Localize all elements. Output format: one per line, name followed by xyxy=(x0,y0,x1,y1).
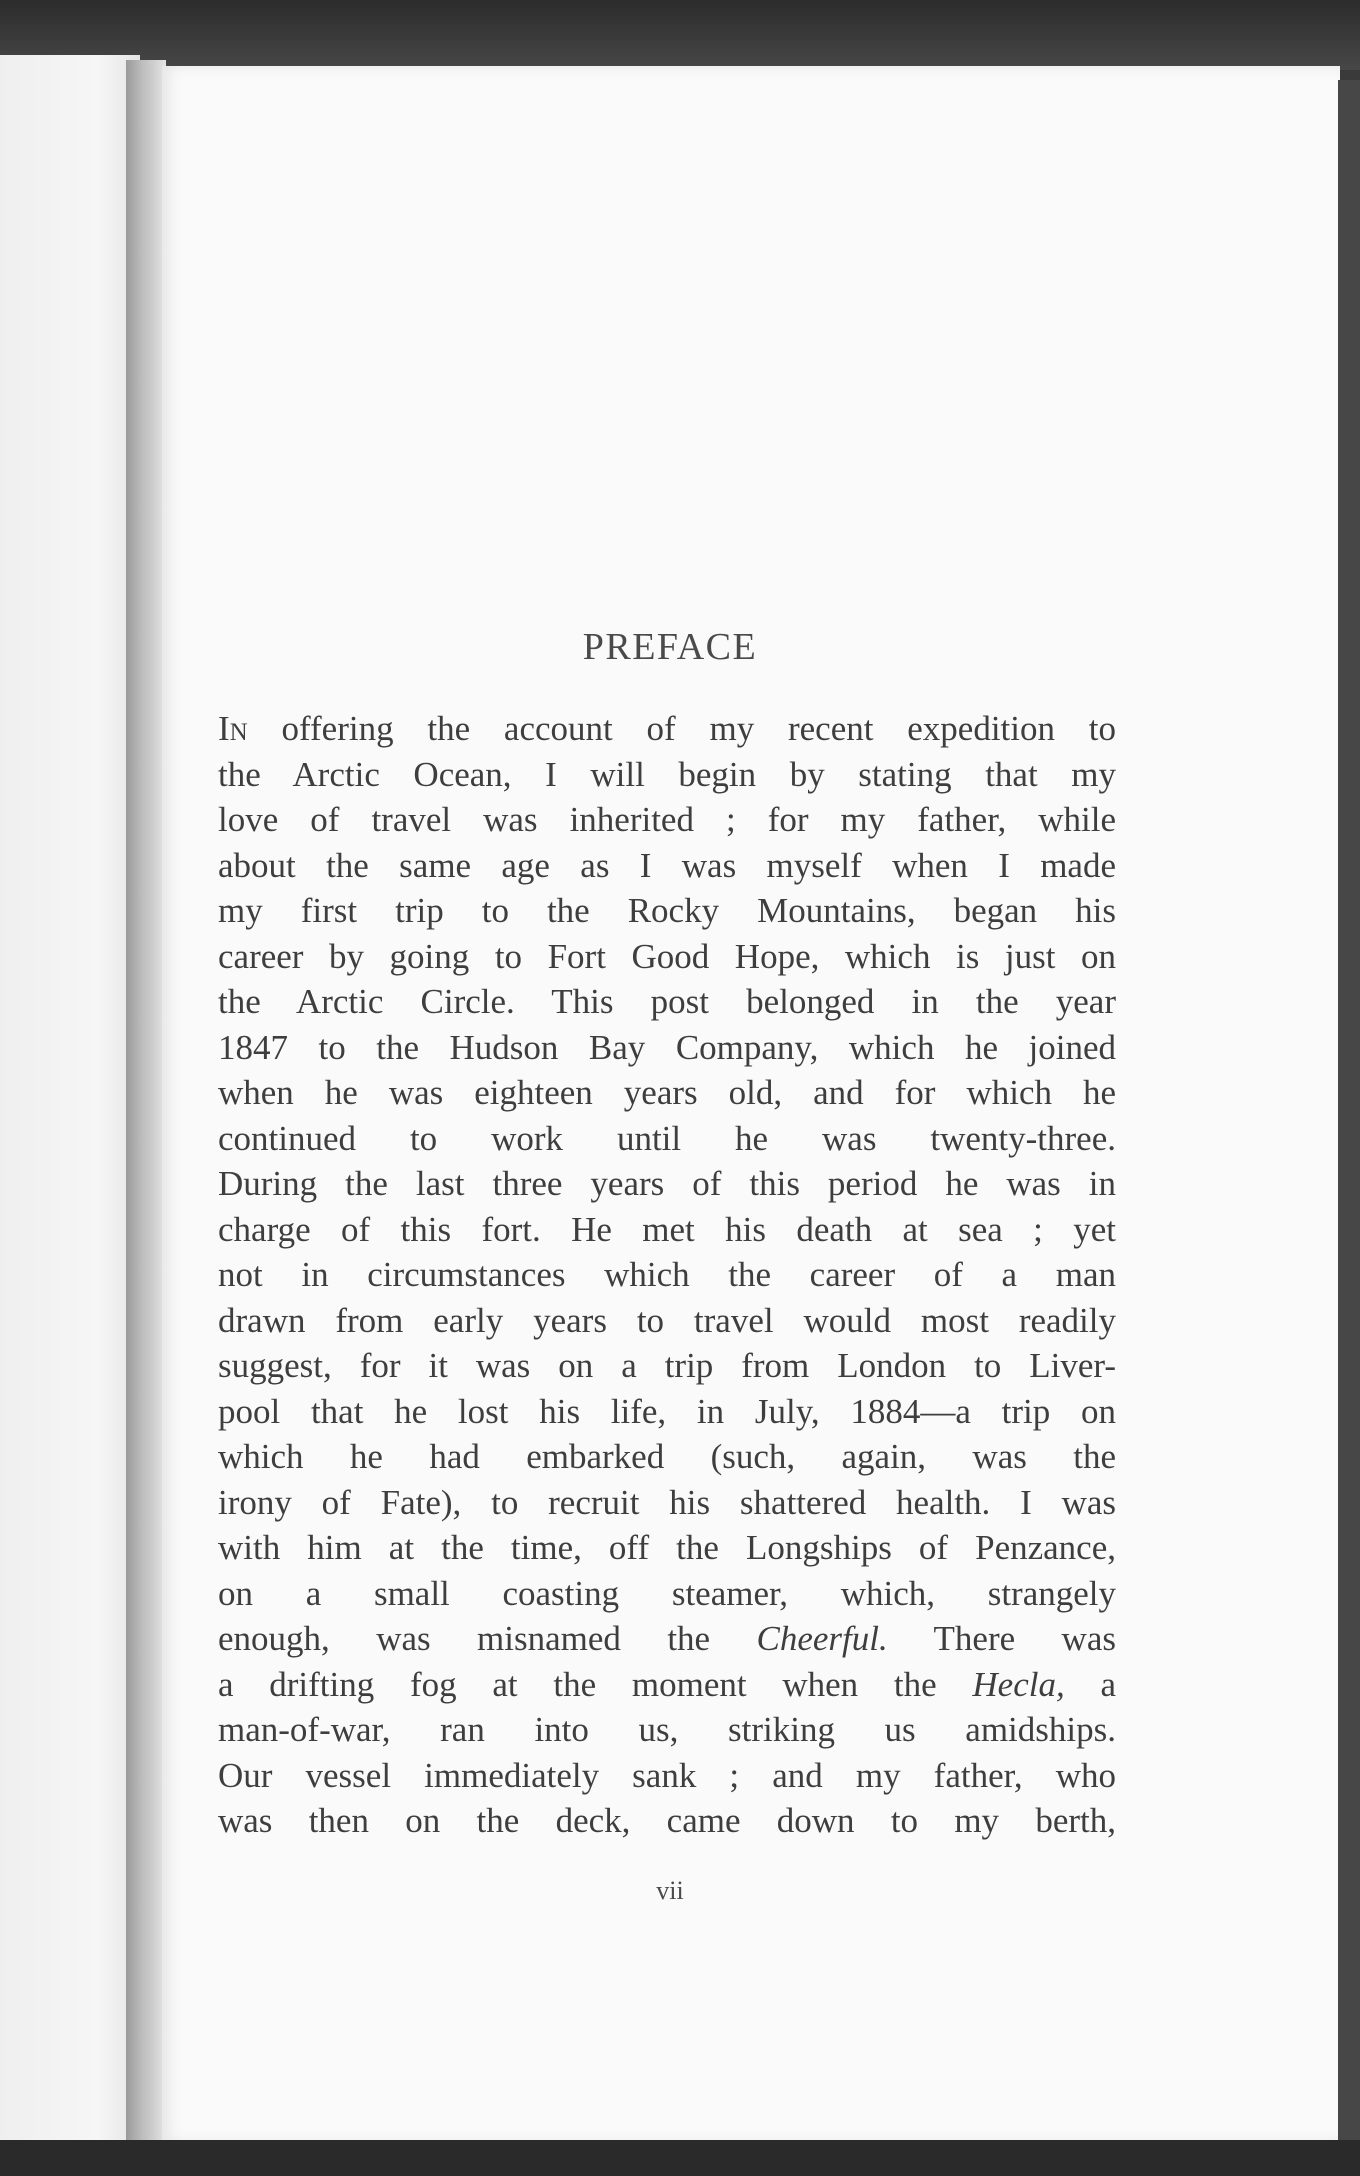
text-line: was then on the deck, came down to my berth, xyxy=(218,1801,1116,1840)
scan-top-border xyxy=(0,0,1360,70)
text-line: with him at the time, off the Longships of Penzance, xyxy=(218,1528,1116,1567)
text-line: love of travel was inherited ; for my father, while xyxy=(218,800,1116,839)
text-line: the Arctic Ocean, I will begin by stating that my xyxy=(218,754,1116,794)
preface-body xyxy=(218,706,1116,1844)
text-line: my first trip to the Rocky Mountains, began his xyxy=(218,891,1116,930)
text-line: continued to work until he was twenty-three. xyxy=(218,1118,1116,1158)
text-line: drawn from early years to travel would most readily xyxy=(218,1300,1116,1340)
scan-bottom-border xyxy=(0,2140,1360,2176)
text-line: when he was eighteen years old, and for which he xyxy=(218,1073,1116,1112)
text-line: man-of-war, ran into us, striking us amidships. xyxy=(218,1710,1116,1749)
ship-name-cheerful: Cheerful. xyxy=(756,1619,888,1658)
text-line: suggest, for it was on a trip from London to Liver- xyxy=(218,1346,1116,1385)
text-line: During the last three years of this period he was in xyxy=(218,1164,1116,1203)
text-line: about the same age as I was myself when I made xyxy=(218,845,1116,885)
text-line: 1847 to the Hudson Bay Company, which he joined xyxy=(218,1027,1116,1067)
text-line: which he had embarked (such, again, was the xyxy=(218,1437,1116,1476)
text-line: pool that he lost his life, in July, 1884—a trip on xyxy=(218,1391,1116,1431)
lead-word: In xyxy=(218,709,248,748)
text-line: a drifting fog at the moment when the Hecla, a xyxy=(218,1664,1116,1704)
text-line: Our vessel immediately sank ; and my father, who xyxy=(218,1755,1116,1795)
text-line: the Arctic Circle. This post belonged in the year xyxy=(218,982,1116,1021)
text-line: charge of this fort. He met his death at sea ; yet xyxy=(218,1209,1116,1249)
ship-name-hecla: Hecla, xyxy=(972,1664,1065,1704)
text-line: enough, was misnamed the Cheerful. There was xyxy=(218,1619,1116,1658)
text-line: irony of Fate), to recruit his shattered health. I was xyxy=(218,1482,1116,1522)
text-line: career by going to Fort Good Hope, which is just on xyxy=(218,936,1116,976)
page-title: PREFACE xyxy=(582,626,758,668)
page-number: vii xyxy=(656,1876,684,1905)
text-line: on a small coasting steamer, which, strangely xyxy=(218,1573,1116,1613)
book-gutter xyxy=(126,60,166,2145)
text-line: not in circumstances which the career of a man xyxy=(218,1255,1116,1294)
facing-page-edge xyxy=(0,55,140,2145)
text-line: In offering the account of my recent expedition to xyxy=(218,709,1116,748)
scan-right-border xyxy=(1338,80,1360,2150)
